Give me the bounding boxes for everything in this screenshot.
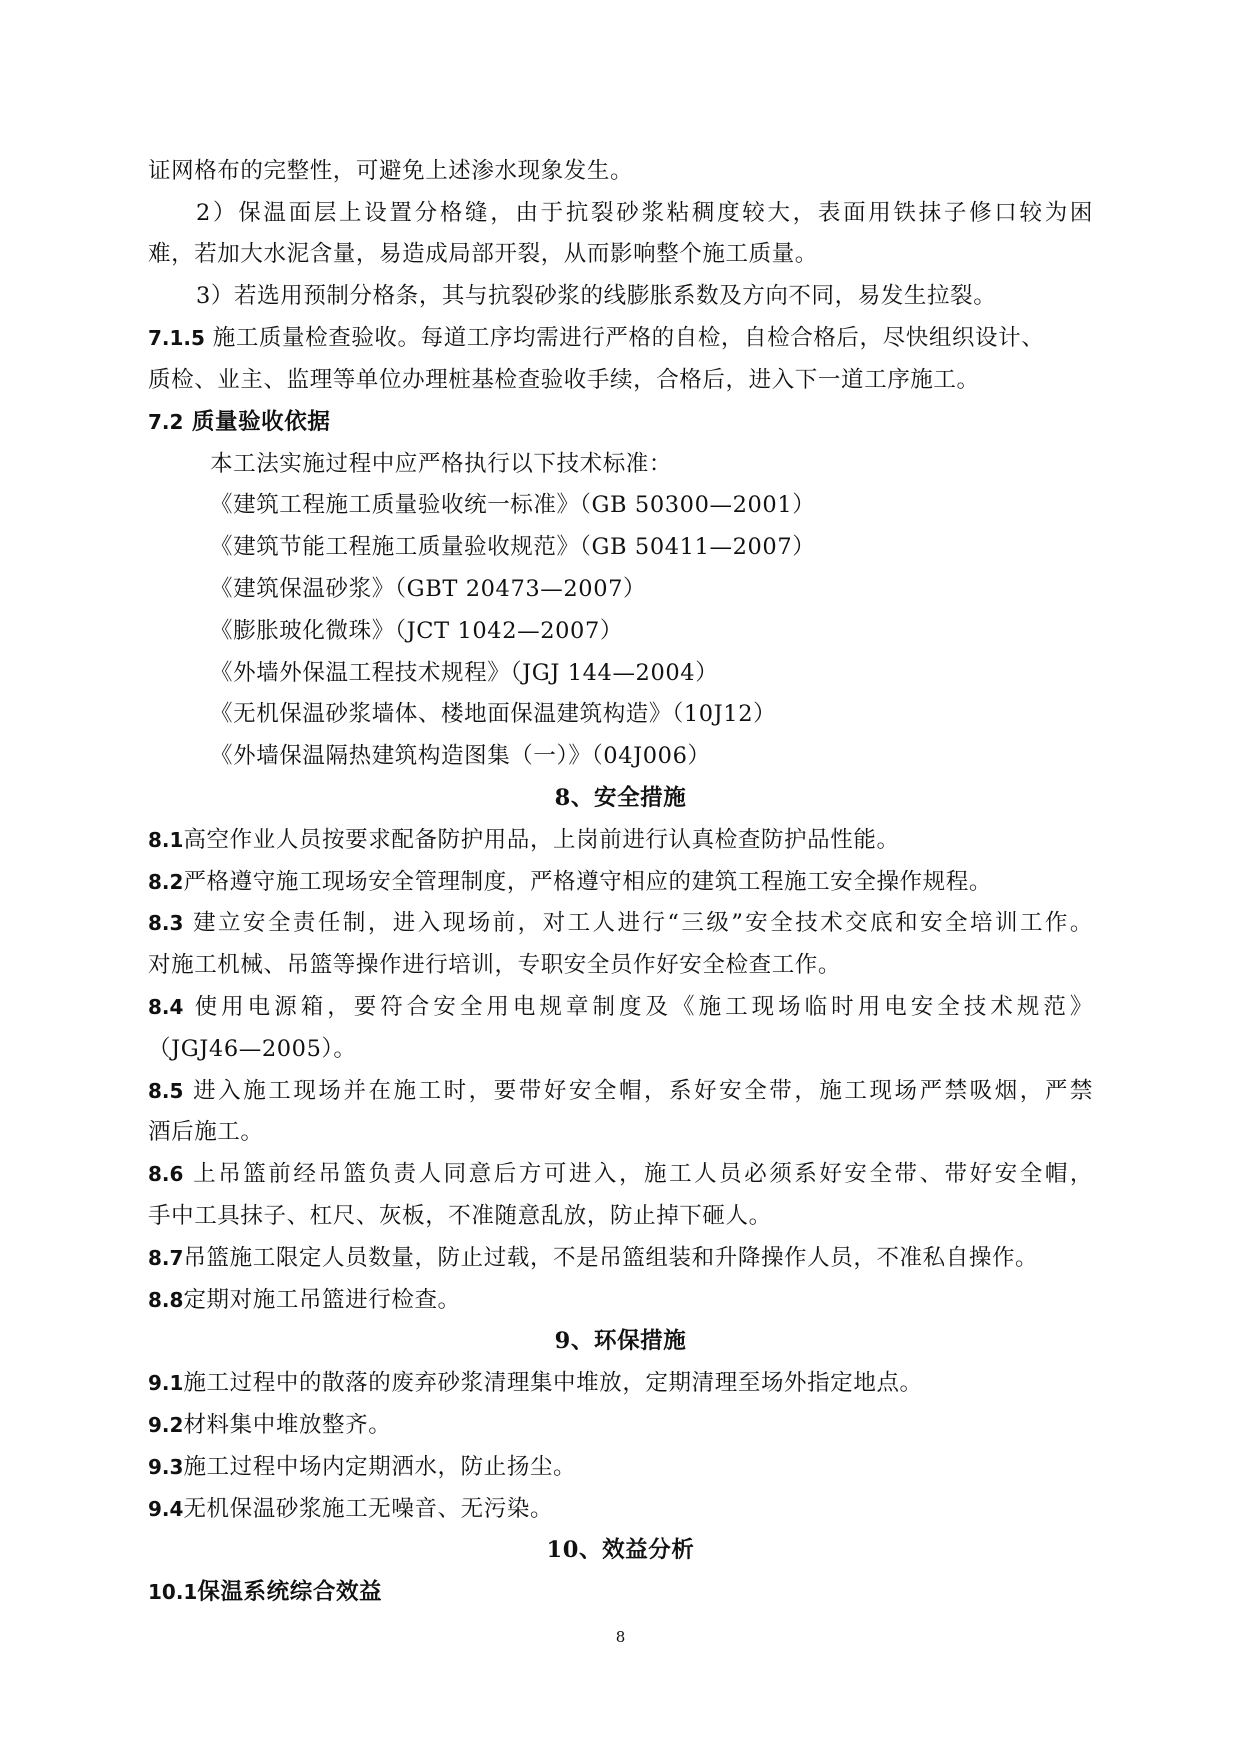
chapter-heading-8: 8、安全措施 (554, 785, 687, 811)
standard-item: 《外墙外保温工程技术规程》（JGJ 144—2004） (210, 660, 719, 686)
section-9-2 (148, 1410, 1093, 1440)
page-number: 8 (615, 1628, 626, 1646)
section-8-7 (148, 1243, 1093, 1273)
section-9-1 (148, 1368, 1093, 1398)
section-text: 施工过程中的散落的废弃砂浆清理集中堆放，定期清理至场外指定地点。 (183, 1370, 923, 1396)
section-number: 10.1 (148, 1580, 198, 1604)
section-text: 进入施工现场并在施工时，要带好安全帽，系好安全带，施工现场严禁吸烟，严禁 (193, 1078, 1093, 1104)
section-text: 施工过程中场内定期洒水，防止扬尘。 (183, 1454, 577, 1480)
paragraph-line: 手中工具抹子、杠尺、灰板，不准随意乱放，防止掉下砸人。 (148, 1203, 772, 1229)
section-8-5 (148, 1076, 1093, 1106)
paragraph-line: 难，若加大水泥含量，易造成局部开裂，从而影响整个施工质量。 (148, 241, 818, 267)
section-number: 9.3 (148, 1455, 184, 1479)
standard-item: 《建筑节能工程施工质量验收规范》（GB 50411—2007） (210, 534, 816, 560)
section-title: 保温系统综合效益 (197, 1579, 383, 1605)
section-heading-10-1 (148, 1577, 1093, 1607)
section-number: 8.6 (148, 1162, 184, 1186)
section-number: 8.2 (148, 870, 184, 894)
chapter-heading-10: 10、效益分析 (546, 1537, 695, 1563)
standard-item: 《外墙保温隔热建筑构造图集（一）》（04J006） (210, 743, 711, 769)
section-8-8 (148, 1285, 1093, 1315)
section-8-1 (148, 825, 1093, 855)
section-title: 质量验收依据 (191, 409, 331, 435)
standard-item: 《膨胀玻化微珠》（JCT 1042—2007） (210, 618, 623, 644)
section-text: 施工质量检查验收。每道工序均需进行严格的自检，自检合格后，尽快组织设计、 (212, 325, 1045, 351)
section-text: 无机保温砂浆施工无噪音、无污染。 (183, 1496, 554, 1522)
paragraph-line: 酒后施工。 (148, 1119, 264, 1145)
section-number: 8.1 (148, 828, 184, 852)
section-text: 高空作业人员按要求配备防护用品，上岗前进行认真检查防护品性能。 (183, 827, 900, 853)
standard-item: 《建筑保温砂浆》（GBT 20473—2007） (210, 576, 647, 602)
section-number: 8.4 (148, 995, 184, 1019)
section-number: 8.3 (148, 911, 184, 935)
section-8-3 (148, 908, 1093, 938)
section-text: 严格遵守施工现场安全管理制度，严格遵守相应的建筑工程施工安全操作规程。 (183, 869, 992, 895)
section-heading-7-2 (148, 407, 1093, 437)
paragraph-line: 证网格布的完整性，可避免上述渗水现象发生。 (148, 158, 634, 184)
section-number: 7.2 (148, 410, 184, 434)
section-8-6 (148, 1159, 1093, 1189)
standard-item: 《无机保温砂浆墙体、楼地面保温建筑构造》（10J12） (210, 701, 777, 727)
section-number: 9.2 (148, 1413, 184, 1437)
section-number: 8.7 (148, 1246, 184, 1270)
paragraph-line: 3）若选用预制分格条，其与抗裂砂浆的线膨胀系数及方向不同，易发生拉裂。 (196, 283, 997, 309)
section-number: 9.4 (148, 1497, 184, 1521)
section-number: 8.5 (148, 1079, 184, 1103)
section-8-4 (148, 992, 1093, 1022)
section-9-3 (148, 1452, 1093, 1482)
paragraph-line: （JGJ46—2005）。 (148, 1036, 357, 1062)
section-text: 吊篮施工限定人员数量，防止过载，不是吊篮组装和升降操作人员，不准私自操作。 (183, 1245, 1039, 1271)
chapter-heading-9: 9、环保措施 (554, 1328, 687, 1354)
section-7-1-5 (148, 323, 1093, 353)
section-text: 使用电源箱，要符合安全用电规章制度及《施工现场临时用电安全技术规范》 (194, 994, 1093, 1020)
section-9-4 (148, 1494, 1093, 1524)
section-text: 材料集中堆放整齐。 (183, 1412, 392, 1438)
standard-item: 《建筑工程施工质量验收统一标准》（GB 50300—2001） (210, 492, 816, 518)
section-number: 8.8 (148, 1288, 184, 1312)
section-text: 上吊篮前经吊篮负责人同意后方可进入，施工人员必须系好安全带、带好安全帽， (193, 1161, 1093, 1187)
section-text: 建立安全责任制，进入现场前，对工人进行“三级”安全技术交底和安全培训工作。 (193, 910, 1093, 936)
paragraph-line: 质检、业主、监理等单位办理桩基检查验收手续，合格后，进入下一道工序施工。 (148, 367, 980, 393)
paragraph-line: 本工法实施过程中应严格执行以下技术标准： (210, 451, 673, 477)
section-number: 9.1 (148, 1371, 184, 1395)
section-text: 定期对施工吊篮进行检查。 (183, 1287, 461, 1313)
paragraph-line: 对施工机械、吊篮等操作进行培训，专职安全员作好安全检查工作。 (148, 952, 842, 978)
section-8-2 (148, 867, 1093, 897)
paragraph-line: 2）保温面层上设置分格缝，由于抗裂砂浆粘稠度较大，表面用铁抹子修口较为困 (196, 200, 1093, 226)
section-number: 7.1.5 (148, 326, 205, 350)
